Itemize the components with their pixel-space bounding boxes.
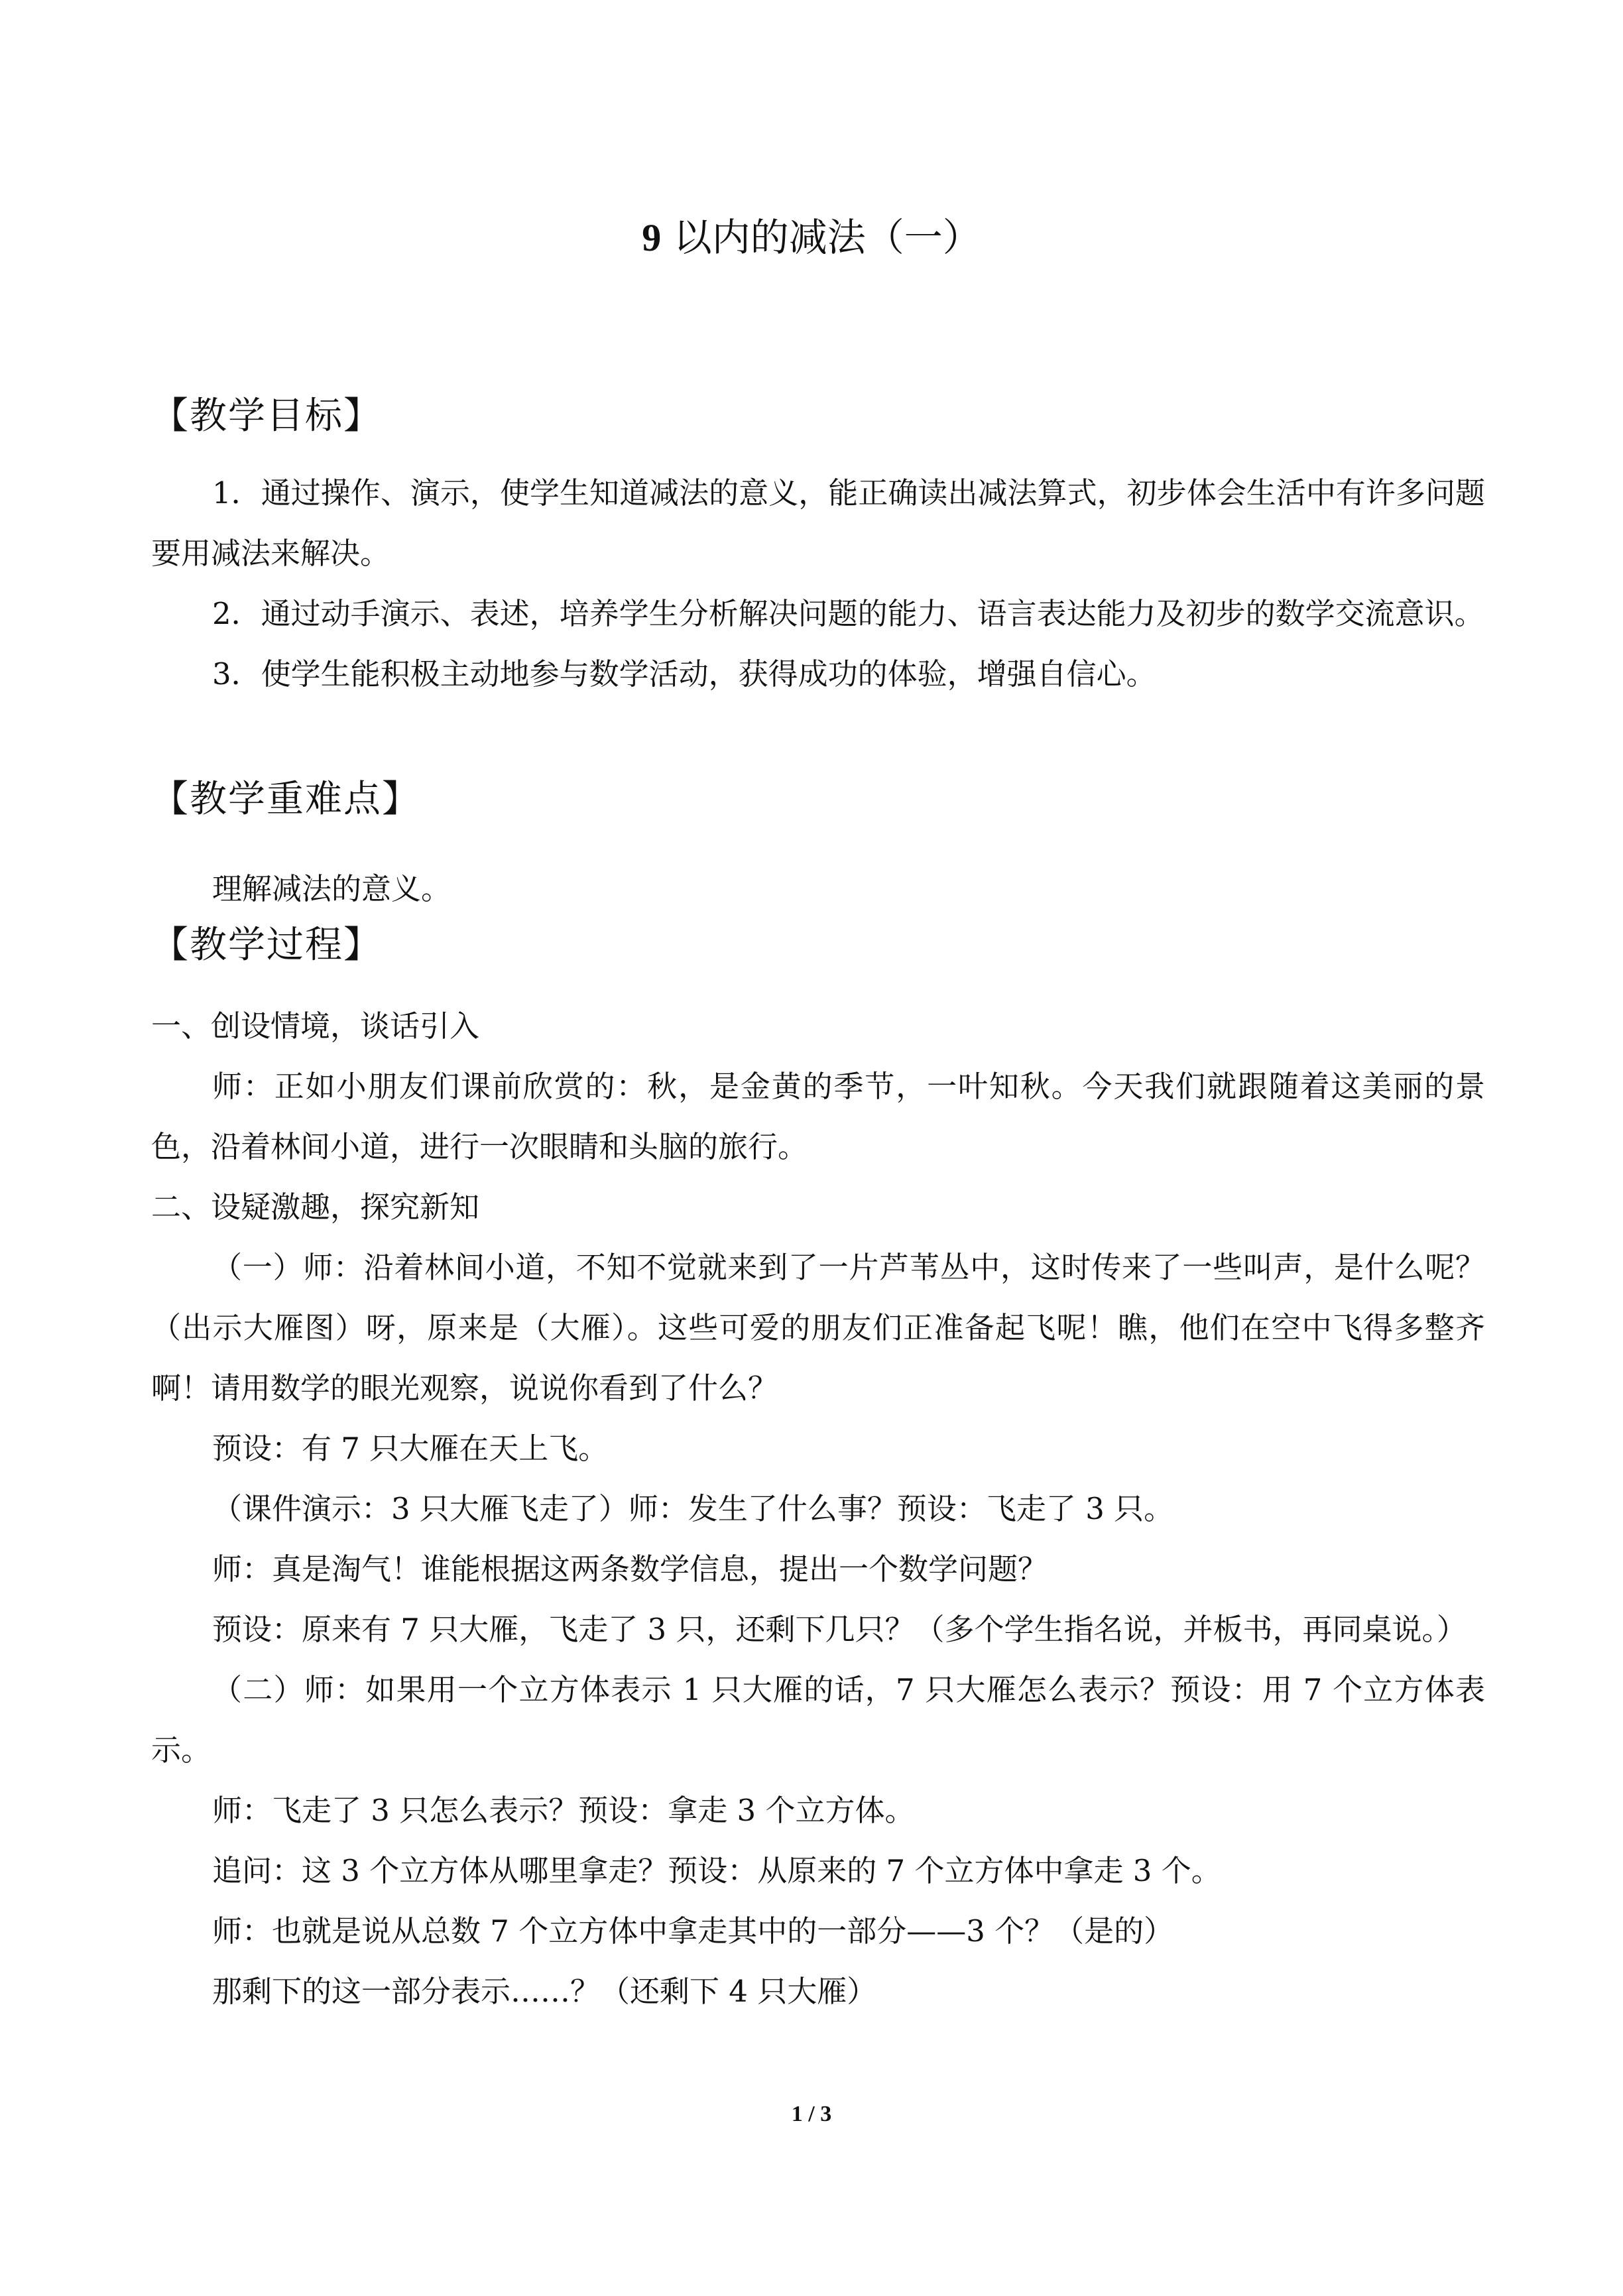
title-number: 9 [642, 216, 662, 259]
process-paragraph: （二）师：如果用一个立方体表示 1 只大雁的话，7 只大雁怎么表示？预设：用 7 个立方体表示。 [151, 1672, 1485, 1768]
goals-block [151, 463, 1485, 704]
page-number: 1 / 3 [791, 2102, 832, 2126]
goal-item: 1．通过操作、演示，使学生知道减法的意义，能正确读出减法算式，初步体会生活中有许多问题要用减法来解决。 [151, 475, 1485, 571]
section-heading-keypoints: 【教学重难点】 [151, 778, 420, 821]
section-heading-goals: 【教学目标】 [151, 394, 382, 438]
process-paragraph: 师：正如小朋友们课前欣赏的：秋，是金黄的季节，一叶知秋。今天我们就跟随着这美丽的景色，沿着林间小道，进行一次眼睛和头脑的旅行。 [151, 1069, 1485, 1164]
process-subheading: 一、创设情境，谈话引入 [151, 1008, 480, 1044]
keypoints-block [151, 859, 1485, 919]
process-paragraph: 预设：原来有 7 只大雁，飞走了 3 只，还剩下几只？（多个学生指名说，并板书，再同桌说。） [212, 1612, 1467, 1647]
section-heading-process: 【教学过程】 [151, 924, 382, 967]
process-paragraph: （一）师：沿着林间小道，不知不觉就来到了一片芦苇丛中，这时传来了一些叫声，是什么呢？（出示大雁图）呀，原来是（大雁）。这些可爱的朋友们正准备起飞呢！瞧，他们在空中飞得多整齐啊！请用数学的眼光观察，说说你看到了什么？ [151, 1250, 1485, 1406]
goal-item: 3．使学生能积极主动地参与数学活动，获得成功的体验，增强自信心。 [212, 656, 1156, 692]
keypoint-text: 理解减法的意义。 [212, 871, 451, 906]
process-paragraph: 追问：这 3 个立方体从哪里拿走？预设：从原来的 7 个立方体中拿走 3 个。 [212, 1853, 1221, 1888]
process-paragraph: 预设：有 7 只大雁在天上飞。 [212, 1431, 609, 1466]
process-paragraph: 师：真是淘气！谁能根据这两条数学信息，提出一个数学问题？ [212, 1551, 1048, 1587]
title-text: 以内的减法（一） [673, 215, 981, 260]
page-title [0, 211, 1623, 265]
process-subheading: 二、设疑激趣，探究新知 [151, 1189, 480, 1225]
process-paragraph: 师：也就是说从总数 7 个立方体中拿走其中的一部分——3 个？（是的） [212, 1913, 1174, 1949]
process-paragraph: （课件演示：3 只大雁飞走了）师：发生了什么事？预设：飞走了 3 只。 [212, 1491, 1174, 1526]
process-block [151, 996, 1485, 2022]
process-paragraph: 那剩下的这一部分表示……？（还剩下 4 只大雁） [212, 1974, 877, 2009]
process-paragraph: 师：飞走了 3 只怎么表示？预设：拿走 3 个立方体。 [212, 1793, 915, 1828]
goal-item: 2．通过动手演示、表述，培养学生分析解决问题的能力、语言表达能力及初步的数学交流意识。 [212, 596, 1484, 631]
